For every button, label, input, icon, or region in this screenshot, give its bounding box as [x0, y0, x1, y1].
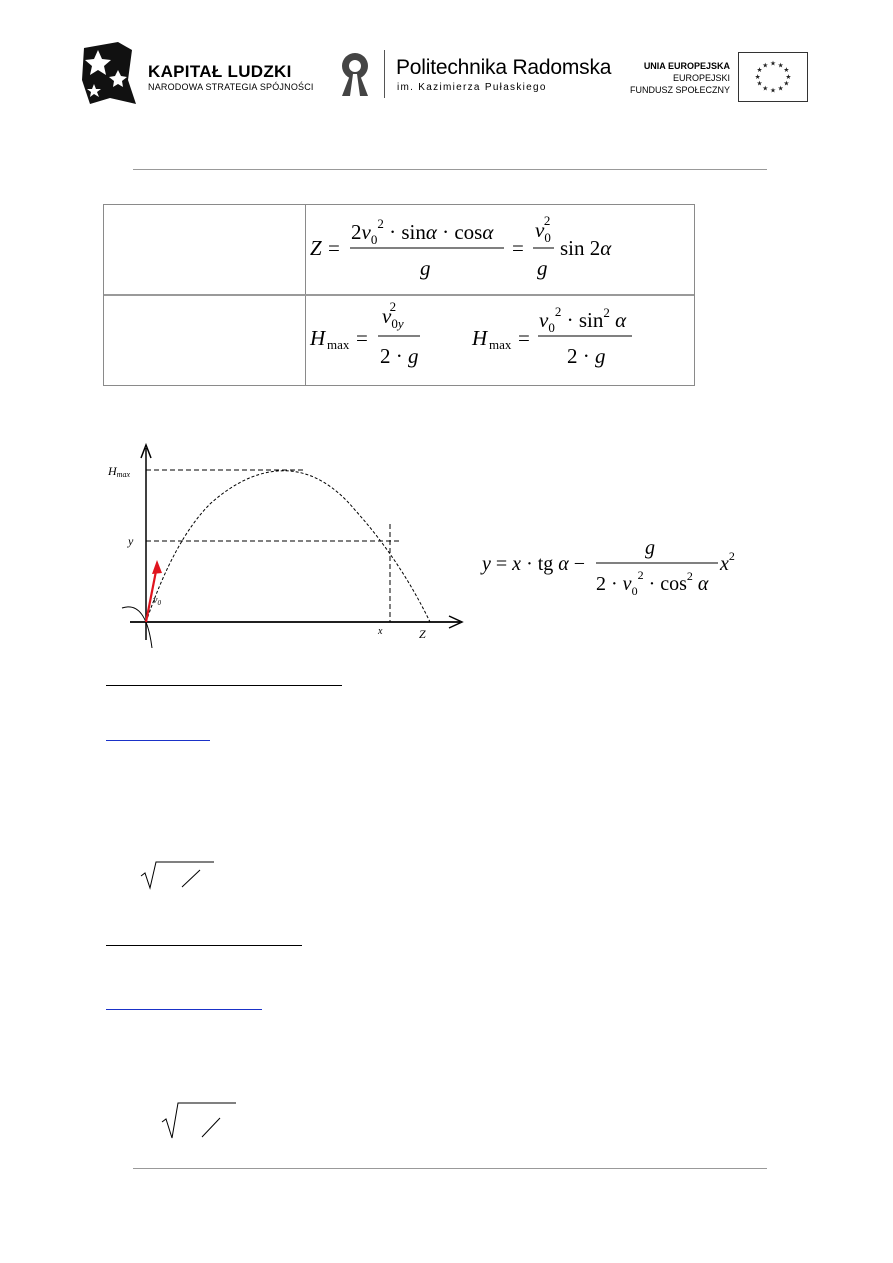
eu-line-2: EUROPEJSKI	[672, 73, 730, 83]
hyperlink-2[interactable]	[106, 1009, 262, 1010]
range-formula	[308, 207, 688, 293]
velocity-vector	[146, 566, 157, 622]
svg-text:★: ★	[769, 59, 777, 68]
table-row1-label	[110, 213, 296, 289]
eu-text	[600, 60, 730, 96]
svg-text:★: ★	[756, 79, 763, 88]
square-root-symbol-2	[160, 1100, 240, 1140]
equation-lhs: y = x · tg α −	[482, 553, 586, 575]
svg-text:max: max	[489, 337, 512, 352]
hmax-label: Hmax	[108, 464, 130, 479]
svg-text:H: H	[310, 326, 326, 350]
eu-flag-icon	[738, 52, 808, 102]
kapital-ludzki-subtitle: NARODOWA STRATEGIA SPÓJNOŚCI	[148, 82, 314, 92]
svg-text:★: ★	[754, 72, 761, 81]
page-header	[80, 36, 810, 108]
svg-text:★: ★	[762, 84, 769, 93]
table-row2-label	[110, 303, 296, 379]
svg-text:g: g	[537, 256, 548, 280]
table-row-divider	[104, 294, 694, 296]
svg-text:2 · g: 2 · g	[567, 344, 606, 368]
square-root-symbol-1	[138, 860, 218, 890]
svg-text:=: =	[512, 236, 524, 260]
equation-denominator: $2 \cdot v_0^2 \cdot \cos^2 \alpha$	[596, 568, 709, 595]
equation-numerator: g	[645, 537, 655, 559]
svg-text:=: =	[356, 326, 368, 350]
svg-text:★: ★	[756, 66, 763, 75]
svg-text:H: H	[472, 326, 488, 350]
politechnika-logo-icon	[338, 50, 372, 96]
svg-text:★: ★	[777, 61, 784, 70]
section-heading-underline-2	[106, 945, 302, 946]
equation-tail: $x^2$	[720, 549, 735, 575]
formula-table	[103, 204, 695, 386]
svg-text:2v02 · sinα · cosα: $2v_0^2 \cdot \sin\alpha \cdot \cos\alpha$	[351, 216, 494, 247]
svg-text:2 · g: 2 · g	[380, 344, 419, 368]
svg-text:g: g	[420, 256, 431, 280]
footer-rule	[133, 1168, 767, 1169]
eu-line-1: UNIA EUROPEJSKA	[643, 61, 730, 71]
svg-text:=: =	[328, 236, 340, 260]
velocity-arrow-icon	[152, 560, 162, 574]
hyperlink-1[interactable]	[106, 740, 210, 741]
svg-text:★: ★	[769, 86, 777, 95]
kapital-ludzki-title: KAPITAŁ LUDZKI	[148, 62, 292, 81]
svg-text:Z: Z	[310, 236, 322, 260]
svg-text:=: =	[518, 326, 530, 350]
svg-text:v02: $v_02$	[535, 213, 551, 245]
svg-text:★: ★	[783, 79, 790, 88]
y-label: y	[128, 534, 134, 548]
svg-text:★: ★	[762, 61, 769, 70]
eu-line-3: FUNDUSZ SPOŁECZNY	[629, 85, 730, 95]
university-subtitle: im. Kazimierza Pułaskiego	[397, 82, 547, 93]
z-label: Z	[419, 627, 426, 641]
svg-text:★: ★	[783, 66, 790, 75]
trajectory-equation	[480, 530, 750, 595]
logo-separator	[384, 50, 385, 98]
v0-label: $v_0$	[153, 595, 161, 607]
header-rule	[133, 169, 767, 170]
trajectory-curve	[146, 471, 430, 622]
section-heading-underline-1	[106, 685, 342, 686]
svg-text:max: max	[327, 337, 350, 352]
svg-text:sin 2α: sin 2α	[560, 236, 612, 260]
kapital-ludzki-logo-icon	[80, 40, 138, 106]
svg-text:v0y2: $v_{0y}2$	[382, 299, 404, 331]
x-label: x	[378, 626, 383, 637]
max-height-formula	[308, 297, 688, 383]
trajectory-diagram	[100, 440, 470, 650]
university-name: Politechnika Radomska	[396, 56, 612, 79]
svg-text:★: ★	[785, 72, 792, 81]
svg-text:★: ★	[777, 84, 784, 93]
svg-text:v02 · sin2 α: $v_0^2 \cdot \sin^2 \alpha$	[539, 304, 627, 335]
